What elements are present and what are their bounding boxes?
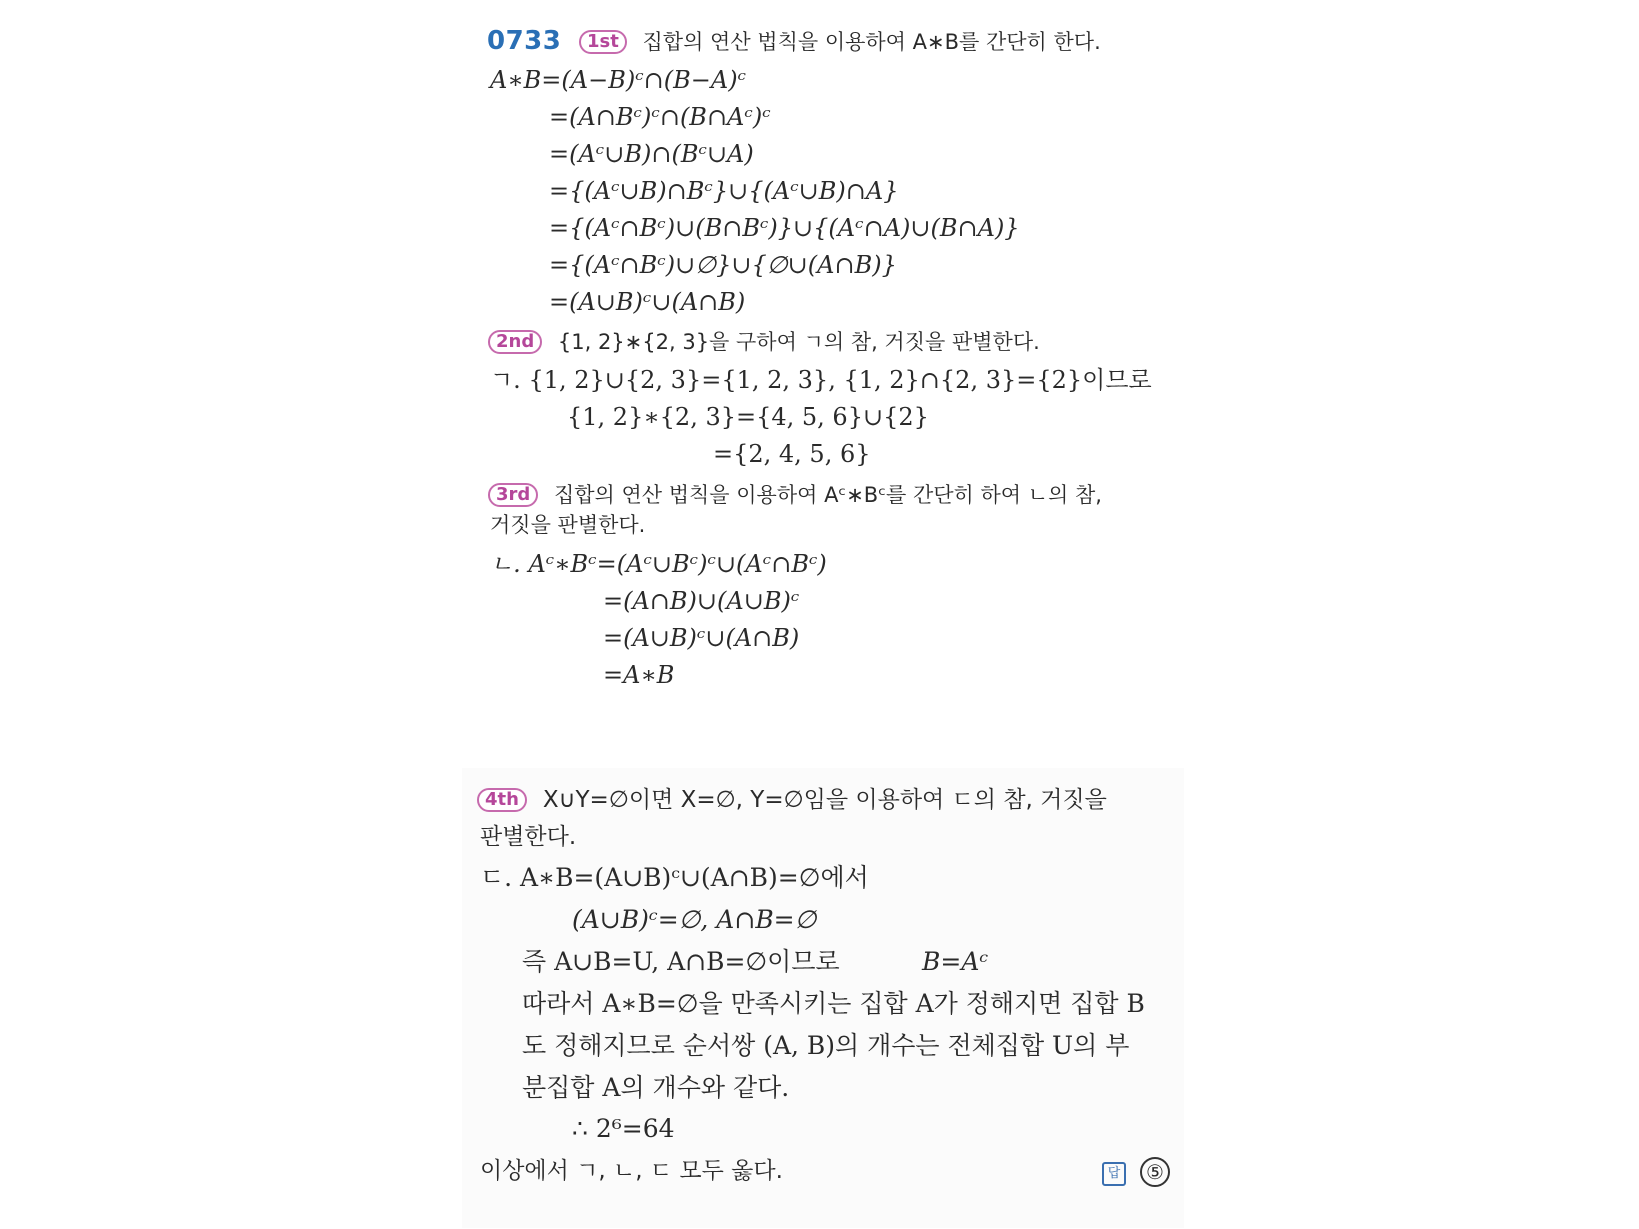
derivation-line: ={(Aᶜ∩Bᶜ)∪(B∩Bᶜ)}∪{(Aᶜ∩A)∪(B∩A)}	[549, 214, 1020, 242]
part-c-line: 즉 A∪B=U, A∩B=∅이므로	[522, 947, 840, 976]
derivation-line: A∗B=(A−B)ᶜ∩(B−A)ᶜ	[490, 66, 747, 94]
step-4-line	[477, 782, 1107, 817]
part-b-line: =A∗B	[603, 661, 675, 689]
step-1-text: 집합의 연산 법칙을 이용하여 A∗B를 간단히 한다.	[642, 30, 1101, 54]
step-2-badge: 2nd	[488, 330, 542, 354]
part-b-line: =(A∩B)∪(A∪B)ᶜ	[603, 587, 800, 615]
step-1-badge: 1st	[579, 30, 627, 54]
part-c-line: ㄷ. A∗B=(A∪B)ᶜ∪(A∩B)=∅에서	[480, 863, 869, 892]
solution-upper-section	[487, 24, 1165, 724]
derivation-line: =(Aᶜ∪B)∩(Bᶜ∪A)	[549, 140, 754, 168]
answer-value: ⑤	[1140, 1157, 1170, 1187]
conclusion-text: 이상에서 ㄱ, ㄴ, ㄷ 모두 옳다.	[480, 1158, 783, 1184]
part-c-line: ∴ 2⁶=64	[572, 1114, 675, 1143]
step-3-line	[488, 479, 1102, 510]
step-3-text-cont: 거짓을 판별한다.	[490, 513, 646, 537]
step-4-text-cont: 판별한다.	[480, 824, 577, 850]
answer-icon: 답	[1102, 1162, 1126, 1186]
answer-box	[1102, 1154, 1170, 1188]
step-2-text: {1, 2}∗{2, 3}을 구하여 ㄱ의 참, 거짓을 판별한다.	[557, 330, 1040, 354]
part-c-line: 따라서 A∗B=∅을 만족시키는 집합 A가 정해지면 집합 B	[522, 989, 1145, 1018]
step-4-badge: 4th	[477, 788, 527, 812]
part-b-line: =(A∪B)ᶜ∪(A∩B)	[603, 624, 800, 652]
step-3-badge: 3rd	[488, 483, 538, 507]
derivation-line: =(A∪B)ᶜ∪(A∩B)	[549, 288, 746, 316]
derivation-line: ={(Aᶜ∪B)∩Bᶜ}∪{(Aᶜ∪B)∩A}	[549, 177, 899, 205]
part-a-line: ㄱ. {1, 2}∪{2, 3}={1, 2, 3}, {1, 2}∩{2, 3}={2}이므로	[490, 366, 1152, 394]
part-c-line: (A∪B)ᶜ=∅, A∩B=∅	[572, 905, 817, 934]
part-c-line: 도 정해지므로 순서쌍 (A, B)의 개수는 전체집합 U의 부	[522, 1031, 1130, 1060]
part-a-line: {1, 2}∗{2, 3}={4, 5, 6}∪{2}	[567, 403, 929, 431]
solution-lower-section	[462, 768, 1184, 1228]
derivation-line: ={(Aᶜ∩Bᶜ)∪∅}∪{∅∪(A∩B)}	[549, 251, 897, 279]
problem-number: 0733	[487, 26, 562, 56]
part-a-line: ={2, 4, 5, 6}	[713, 440, 871, 468]
step-2-line	[488, 326, 1040, 357]
step-4-text: X∪Y=∅이면 X=∅, Y=∅임을 이용하여 ㄷ의 참, 거짓을	[542, 787, 1107, 813]
step-3-text: 집합의 연산 법칙을 이용하여 Aᶜ∗Bᶜ를 간단히 하여 ㄴ의 참,	[553, 483, 1102, 507]
step-1-line	[487, 26, 1101, 57]
part-c-line: B=Aᶜ	[922, 947, 989, 976]
derivation-line: =(A∩Bᶜ)ᶜ∩(B∩Aᶜ)ᶜ	[549, 103, 771, 131]
part-c-line: 분집합 A의 개수와 같다.	[522, 1073, 790, 1102]
part-b-line: ㄴ. Aᶜ∗Bᶜ=(Aᶜ∪Bᶜ)ᶜ∪(Aᶜ∩Bᶜ)	[490, 550, 827, 578]
